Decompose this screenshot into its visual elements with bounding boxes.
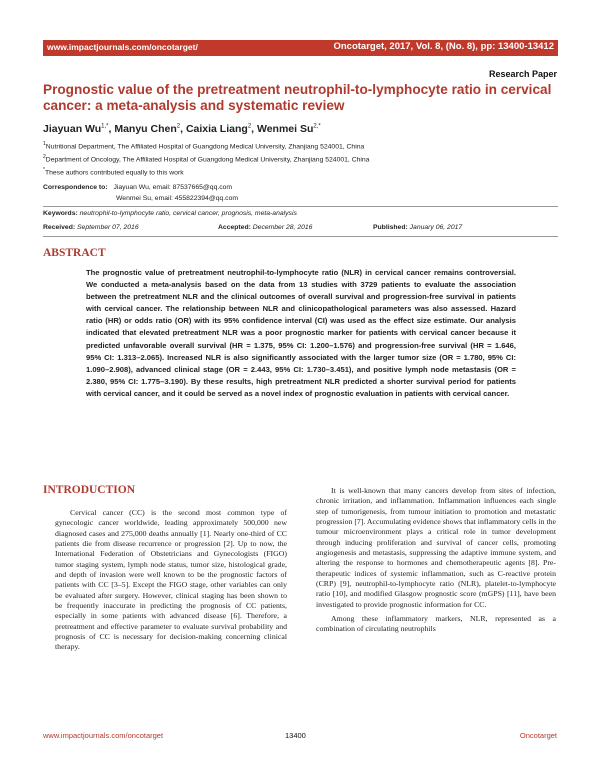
journal-citation: Oncotarget, 2017, Vol. 8, (No. 8), pp: 13400-13412 <box>333 41 554 52</box>
keywords-label: Keywords: <box>43 210 78 217</box>
affiliation: $^2$Department of Oncology, The Affiliated Hospital of Guangdong Medical University, Zhanjiang 524001, China <box>43 154 370 164</box>
keywords <box>43 210 297 217</box>
accepted-date: Accepted: December 28, 2016 <box>218 224 313 231</box>
author: Wenmei $Su^{2,*}$ <box>257 123 321 135</box>
affiliation: $^1$Nutritional Department, The Affiliated Hospital of Guangdong Medical University, Zhanjiang 524001, China <box>43 141 365 151</box>
paper-type: Research Paper <box>488 69 557 79</box>
paper-title: Prognostic value of the pretreatment neutrophil-to-lymphocyte ratio in cervical cancer: a meta-analysis and systematic review <box>43 82 552 113</box>
author: Manyu Chen$^2$, <box>114 123 186 135</box>
author: Caixia Liang$^2$, <box>185 123 257 135</box>
page-number: 13400 <box>285 731 306 740</box>
correspondence-line: Wenmei Su, email: 455822394@qq.com <box>116 195 239 202</box>
abstract-body: The prognostic value of pretreatment neutrophil-to-lymphocyte ratio (NLR) in cervical cancer remains controversial. We conducted a meta-analysis based on the data from 13 studies with 3729 patients to evaluate the association between the pretreatment NLR and the clinical outcomes of overall survival and progression-free survival in patients with cervical cancer. The relationship between NLR and clinicopathological parameters was also assessed. Hazard ratio (HR) or odds ratio (OR) with its 95% confidence interval (CI) was used as the effect size estimate. Our analysis indicated that elevated pretreatment NLR was a poor prognostic marker for patients with cervical cancer because it predicted unfavorable overall survival (HR = 1.375, 95% CI: 1.200–1.576) and progression-free survival (HR = 1.646, 95% CI: 1.313–2.065). Increased NLR is also significantly associated with the larger tumor size (OR = 1.780, 95% CI: 1.090–2.908), advanced clinical stage (OR = 2.443, 95% CI: 1.730–3.451), and positive lymph node metastasis (OR = 2.380, 95% CI: 1.775–3.190). By these results, high pretreatment NLR predicted a shorter survival period for patients with cervical cancer, and it could be served as a novel index of prognostic evaluation in patients with cervical cancer. <box>86 268 516 398</box>
footer-url[interactable]: www.impactjournals.com/oncotarget <box>43 731 164 740</box>
keywords-text: neutrophil-to-lymphocyte ratio, cervical cancer, prognosis, meta-analysis <box>79 210 297 217</box>
paragraph: Among these inflammatory markers, NLR, represented as a combination of circulating neutrophils <box>316 614 556 634</box>
author-list <box>43 123 321 135</box>
journal-header-bar <box>43 40 558 56</box>
right-column <box>316 486 556 635</box>
introduction-heading: INTRODUCTION <box>43 484 136 496</box>
footer-brand: Oncotarget <box>519 731 557 740</box>
correspondence-line: Jiayuan Wu, email: 87537665@qq.com <box>113 184 233 191</box>
affiliation-note: *These authors contributed equally to this work <box>43 167 184 177</box>
correspondence-label: Correspondence to: <box>43 184 108 191</box>
received-date: Received: September 07, 2016 <box>43 224 139 231</box>
divider <box>43 236 558 237</box>
paragraph: It is well-known that many cancers develop from sites of infection, chronic irritation, and inflammation. Inflammation influences each single step of tumorigenesis, from tumour initiation to promotion and metastatic progression [7]. Accumulating evidence shows that inflammatory cells in the tumour microenvironment plays a critical role in tumor development through inducing proliferation and survival of cancer cells, promoting angiogenesis and metastasis, suppressing the adaptive immune system, and altering the response to hormones and chemotherapeutic agents [8]. Pre-therapeutic indices of systemic inflammation, such as C-reactive protein (CRP) [9], neutrophil-to-lymphocyte ratio (NLR), platelet-to-lymphocyte ratio [10], and modified Glasgow prognostic score (mGPS) [11], have been investigated to provide prognostic information for CC. <box>316 486 556 609</box>
author: Jiayuan $Wu^{1,*}$, <box>43 123 115 135</box>
journal-url[interactable]: www.impactjournals.com/oncotarget/ <box>47 42 198 52</box>
divider <box>43 206 558 207</box>
left-column <box>55 508 287 653</box>
abstract-heading: ABSTRACT <box>43 247 106 259</box>
paragraph: Cervical cancer (CC) is the second most common type of gynecologic cancer worldwide, leading approximately 500,000 new diagnosed cases and 275,000 deaths annually [1]. Nearly one-third of CC patients die from disease recurrence or progression [2]. Up to now, the International Federation of Obstetricians and Gynecologists (FIGO) tumor staging system, lymph node status, tumor size, histological grade, and depth of invasion were well known to be the prognostic factors of patients with CC [3–5]. Except the FIGO stage, other variables can only be evaluated after surgery. However, clinical staging has been shown to be frequently inaccurate in predicting the prognosis of CC patients, especially in some patients with advanced disease [6]. Therefore, a pretreatment and effective parameter to evaluate survival probability and prognosis of CC is necessary for decision-making concerning clinical therapy. <box>55 508 287 652</box>
published-date: Published: January 06, 2017 <box>373 224 463 231</box>
correspondence <box>43 184 232 191</box>
